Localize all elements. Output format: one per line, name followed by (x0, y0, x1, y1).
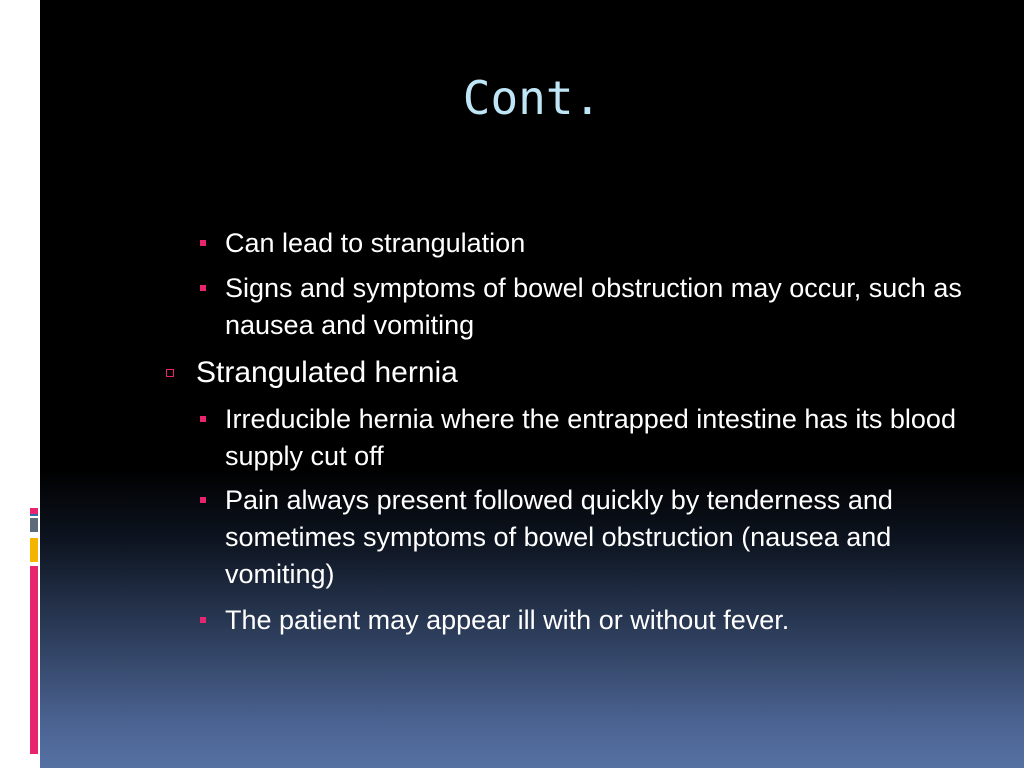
list-item-text: Irreducible hernia where the entrapped intestine has its blood supply cut off (225, 404, 956, 471)
list-item-text: Pain always present followed quickly by tenderness and sometimes symptoms of bowel obstruction (nausea and vomiting) (225, 485, 893, 589)
square-bullet-icon (200, 416, 206, 422)
square-bullet-icon (200, 497, 206, 503)
list-item (225, 270, 970, 344)
square-bullet-icon (200, 285, 206, 291)
list-item (225, 482, 970, 593)
square-bullet-icon (200, 617, 206, 623)
list-item-text: The patient may appear ill with or without fever. (225, 605, 790, 635)
list-item-text: Signs and symptoms of bowel obstruction may occur, such as nausea and vomiting (225, 273, 962, 340)
hollow-square-bullet-icon (166, 369, 174, 377)
list-item (225, 225, 970, 262)
list-item-text: Can lead to strangulation (225, 228, 526, 258)
square-bullet-icon (200, 240, 206, 246)
slide-title: Cont. (462, 71, 602, 125)
list-item (225, 401, 970, 475)
list-item (196, 353, 976, 393)
list-item (225, 602, 970, 639)
list-item-text: Strangulated hernia (196, 356, 458, 389)
